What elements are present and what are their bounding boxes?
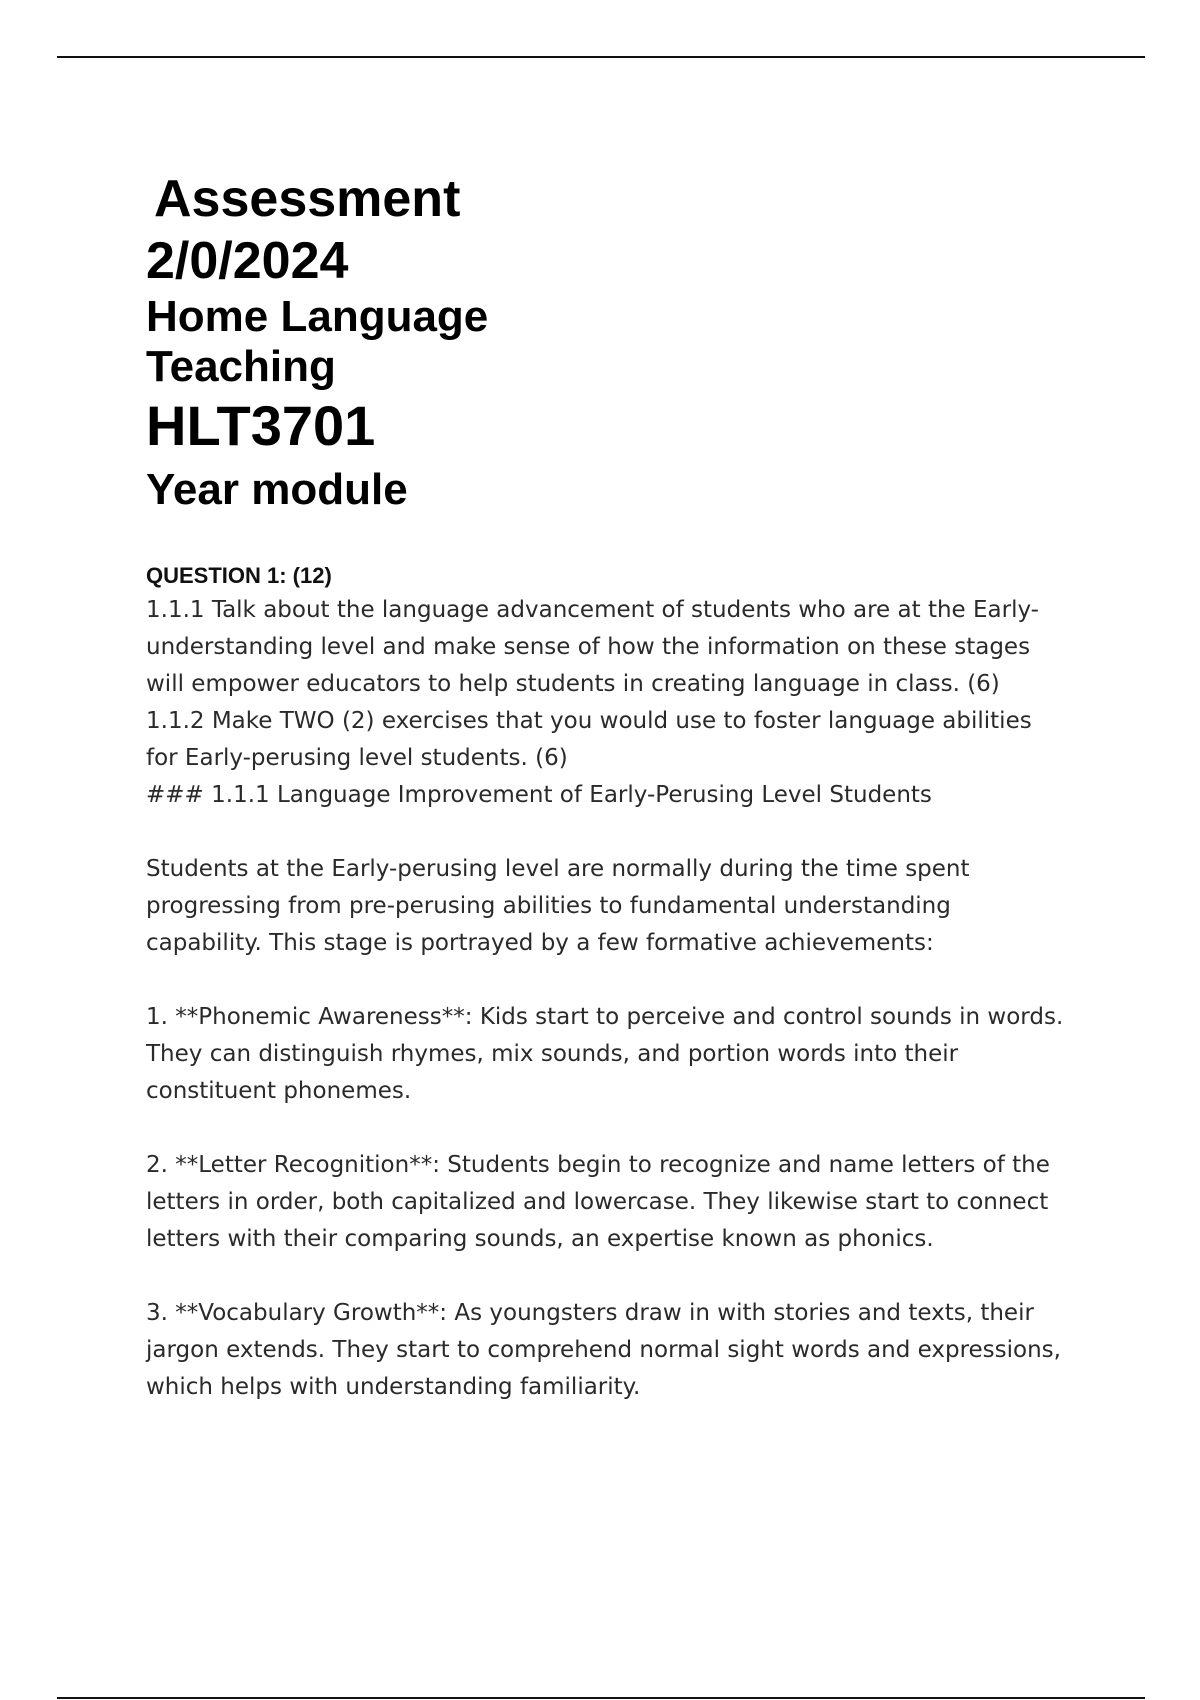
answer-point-2: 2. **Letter Recognition**: Students begin to recognize and name letters of the letters in order, both capitalized and lowercase. They likewise start to connect letters with their comparing sounds, an expertise known as phonics. [146, 1152, 1058, 1252]
question-body [146, 560, 1071, 1406]
subject-line-2: Teaching [146, 342, 336, 391]
bottom-rule [57, 1697, 1145, 1699]
module-type: Year module [146, 465, 408, 514]
question-1-1-2: 1.1.2 Make TWO (2) exercises that you would use to foster language abilities for Early-perusing level students. (6) [146, 708, 1040, 771]
question-heading: QUESTION 1: (12) [146, 563, 332, 588]
answer-point-1: 1. **Phonemic Awareness**: Kids start to perceive and control sounds in words. They can distinguish rhymes, mix sounds, and portion words into their constituent phonemes. [146, 1004, 1071, 1104]
answer-heading: ### 1.1.1 Language Improvement of Early-Perusing Level Students [146, 782, 932, 808]
document-date: 2/0/2024 [146, 232, 349, 290]
answer-point-3: 3. **Vocabulary Growth**: As youngsters draw in with stories and texts, their jargon extends. They start to comprehend normal sight words and expressions, which helps with understanding familiarity. [146, 1300, 1069, 1400]
title-block [146, 168, 1046, 520]
document-title: Assessment [154, 170, 461, 228]
question-1-1-1: 1.1.1 Talk about the language advancement of students who are at the Early-understanding level and make sense of how the information on these stages will empower educators to help students in creating language in class. (6) [146, 597, 1039, 697]
top-rule [57, 56, 1145, 58]
answer-intro: Students at the Early-perusing level are normally during the time spent progressing from pre-perusing abilities to fundamental understanding capability. This stage is portrayed by a few formative achievements: [146, 856, 977, 956]
subject-line-1: Home Language [146, 292, 489, 341]
module-code: HLT3701 [146, 394, 376, 457]
